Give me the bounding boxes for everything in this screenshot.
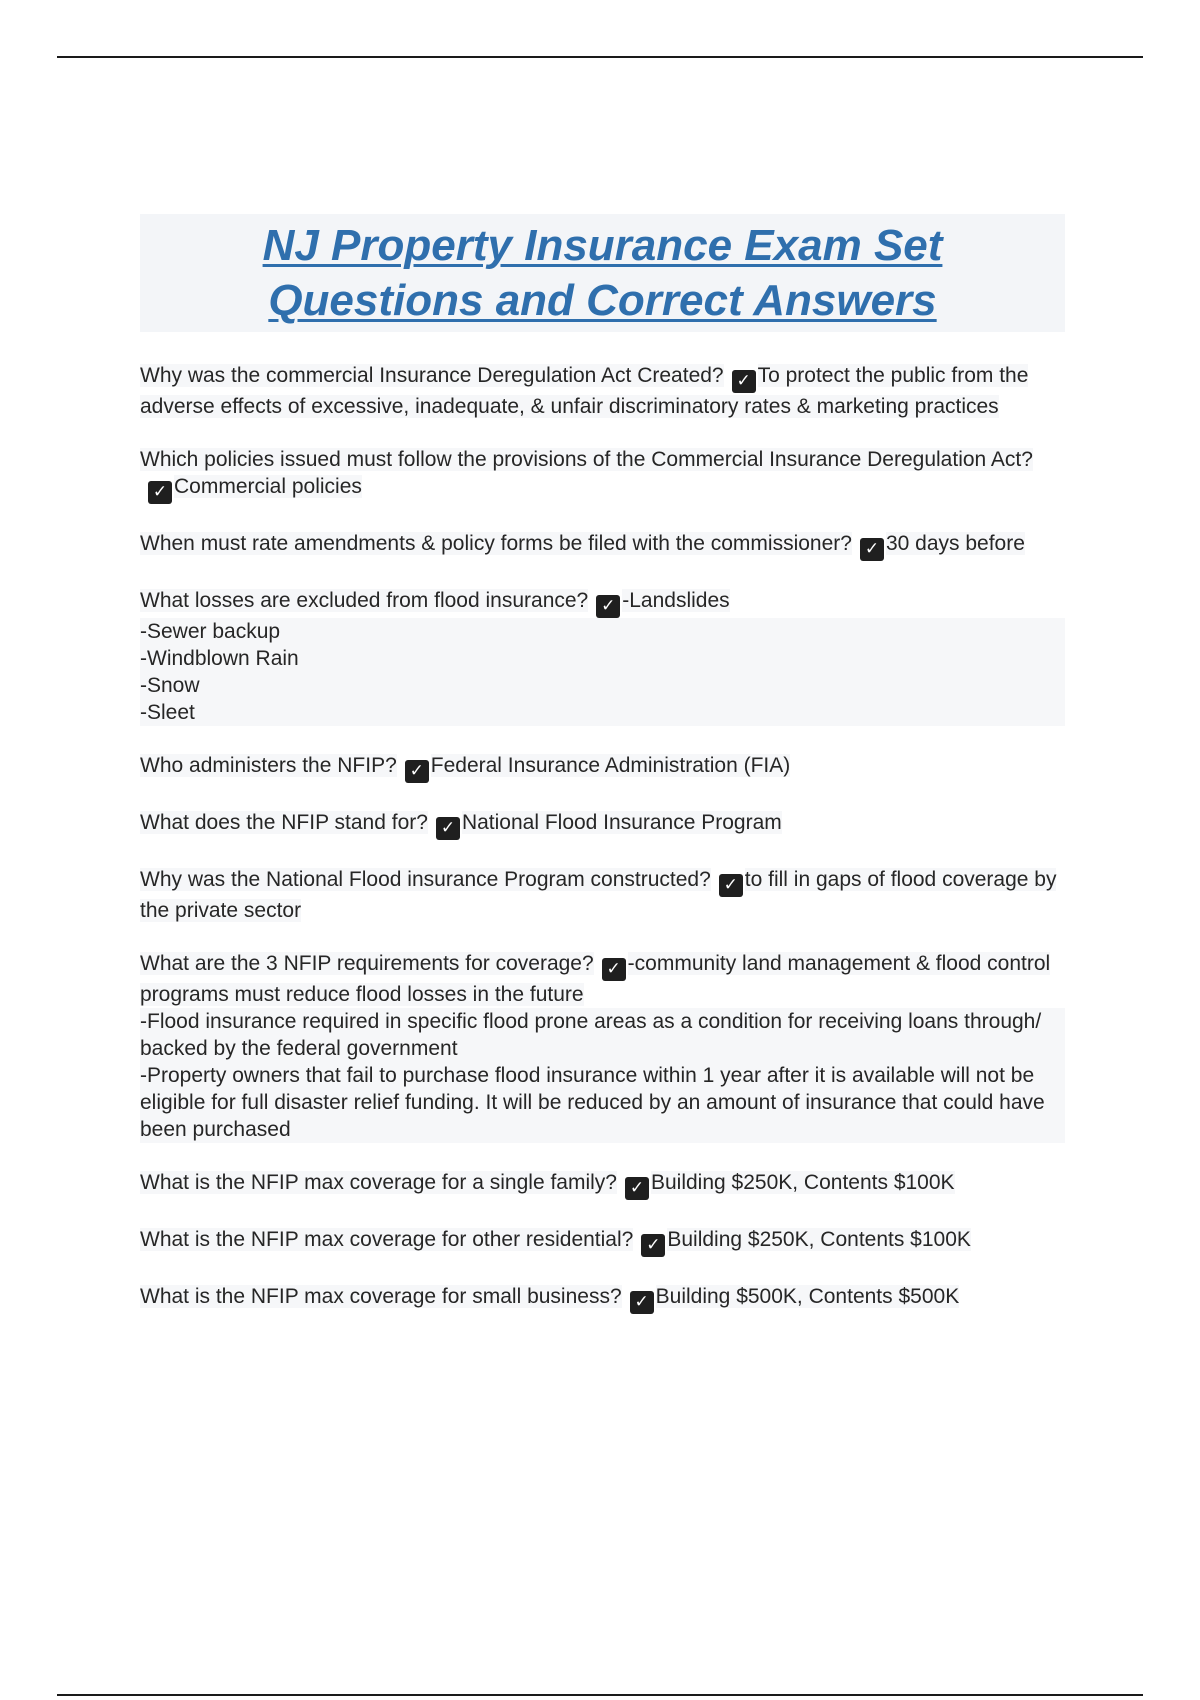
title-block xyxy=(140,214,1065,332)
document-title-line-1: NJ Property Insurance Exam Set xyxy=(262,221,943,270)
qa-item xyxy=(140,752,1065,783)
answer-text: 30 days before xyxy=(885,532,1025,555)
bottom-divider xyxy=(57,1694,1143,1696)
question-text: What is the NFIP max coverage for other residential? xyxy=(140,1228,634,1251)
answer-text: -Flood insurance required in specific flood prone areas as a condition for receiving loans through/ backed by the federal government xyxy=(140,1008,1065,1062)
qa-item xyxy=(140,587,1065,726)
question-text: What is the NFIP max coverage for small business? xyxy=(140,1285,622,1308)
check-mark-icon: ✓ xyxy=(732,370,756,393)
qa-item xyxy=(140,950,1065,1143)
check-mark-icon: ✓ xyxy=(630,1291,654,1314)
answer-text: -Snow xyxy=(140,672,1065,699)
answer-text: -Sleet xyxy=(140,699,1065,726)
answer-text: -Property owners that fail to purchase flood insurance within 1 year after it is available will not be eligible for full disaster relief funding. It will be reduced by an amount of insurance that could have been purchased xyxy=(140,1062,1065,1143)
question-text: What losses are excluded from flood insurance? xyxy=(140,589,589,612)
question-text: Why was the commercial Insurance Deregulation Act Created? xyxy=(140,364,724,387)
question-text: Which policies issued must follow the provisions of the Commercial Insurance Deregulation Act? xyxy=(140,448,1033,471)
answer-text: Commercial policies xyxy=(174,475,362,498)
document-title-line-2: Questions and Correct Answers xyxy=(268,276,937,325)
check-mark-icon: ✓ xyxy=(602,958,626,981)
question-text: What is the NFIP max coverage for a single family? xyxy=(140,1171,617,1194)
answer-text: Building $250K, Contents $100K xyxy=(650,1171,955,1194)
answer-text: to fill in gaps of flood coverage by the private sector xyxy=(140,868,1057,922)
qa-item xyxy=(140,362,1065,420)
qa-item xyxy=(140,1283,1065,1314)
qa-item xyxy=(140,809,1065,840)
answer-text: -Windblown Rain xyxy=(140,645,1065,672)
answer-text: -community land management & flood control programs must reduce flood losses in the future xyxy=(140,952,1051,1006)
answer-text: Building $250K, Contents $100K xyxy=(667,1228,971,1251)
check-mark-icon: ✓ xyxy=(719,874,743,897)
question-text: Who administers the NFIP? xyxy=(140,754,397,777)
qa-item xyxy=(140,1169,1065,1200)
check-mark-icon: ✓ xyxy=(860,538,884,561)
question-text: When must rate amendments & policy forms be filed with the commissioner? xyxy=(140,532,852,555)
check-mark-icon: ✓ xyxy=(436,817,460,840)
check-mark-icon: ✓ xyxy=(596,595,620,618)
answer-text: -Sewer backup xyxy=(140,618,1065,645)
answer-text: -Landslides xyxy=(622,589,730,612)
qa-item xyxy=(140,530,1065,561)
check-mark-icon: ✓ xyxy=(641,1234,665,1257)
top-divider xyxy=(57,56,1143,58)
qa-item xyxy=(140,1226,1065,1257)
check-mark-icon: ✓ xyxy=(625,1177,649,1200)
qa-item xyxy=(140,446,1065,504)
check-mark-icon: ✓ xyxy=(148,481,172,504)
qa-item xyxy=(140,866,1065,924)
answer-text: To protect the public from the adverse effects of excessive, inadequate, & unfair discriminatory rates & marketing practices xyxy=(140,364,1029,418)
question-text: What does the NFIP stand for? xyxy=(140,811,428,834)
answer-text: Federal Insurance Administration (FIA) xyxy=(430,754,791,777)
answer-text: Building $500K, Contents $500K xyxy=(655,1285,960,1308)
question-text: What are the 3 NFIP requirements for coverage? xyxy=(140,952,594,975)
document-body xyxy=(140,214,1065,1340)
question-text: Why was the National Flood insurance Program constructed? xyxy=(140,868,711,891)
answer-text: National Flood Insurance Program xyxy=(461,811,782,834)
check-mark-icon: ✓ xyxy=(405,760,429,783)
qa-list xyxy=(140,362,1065,1314)
